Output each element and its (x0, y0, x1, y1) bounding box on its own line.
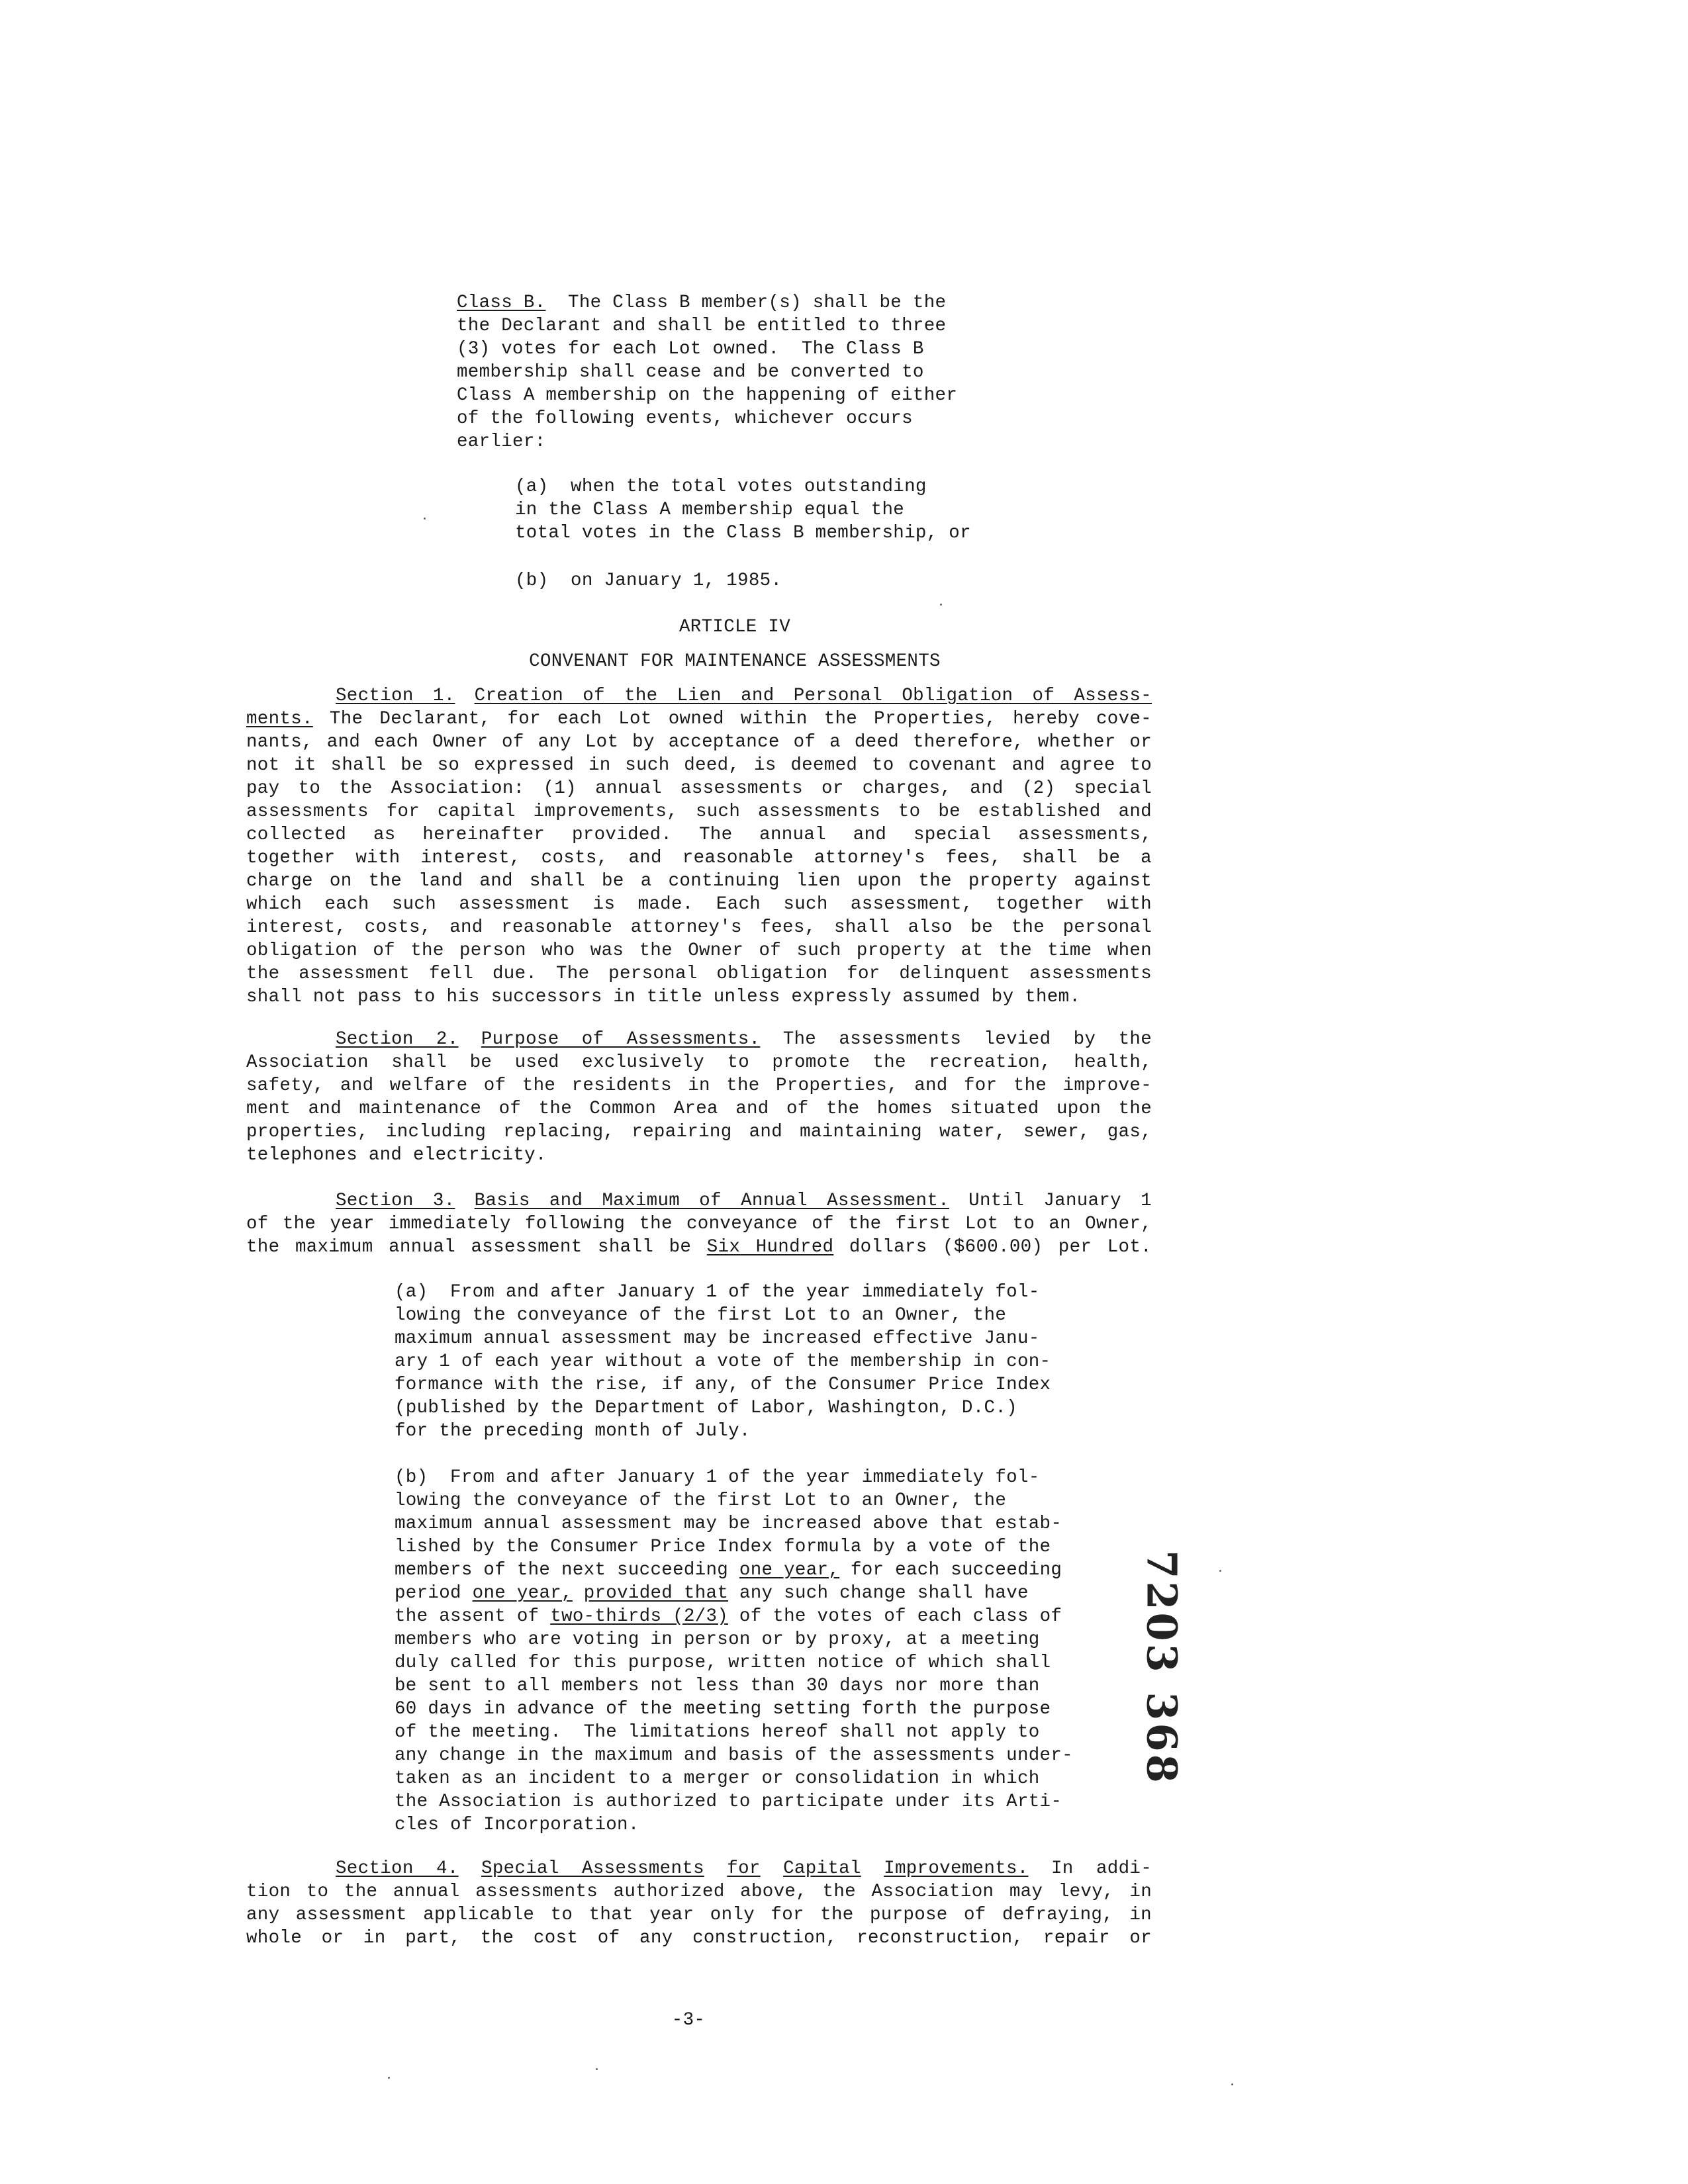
section-3-line-3-pre: the maximum annual assessment shall be (246, 1237, 692, 1257)
scan-speck (1219, 1570, 1221, 1572)
section-2-title: Purpose of Assessments. (481, 1029, 761, 1050)
section-1-line-13: shall not pass to his successors in title unless expressly assumed by them. (246, 987, 1081, 1007)
section-1-heading: Section 1. (336, 686, 455, 706)
section-2-line-5: properties, including replacing, repairing and maintaining water, sewer, gas, (246, 1122, 1152, 1142)
article-title: CONVENANT FOR MAINTENANCE ASSESSMENTS (529, 651, 941, 672)
section-1-line-3: not it shall be so expressed in such deed, is deemed to covenant and agree to (246, 755, 1152, 776)
section-1-line-5: assessments for capital improvements, such assessments to be established and (246, 801, 1152, 822)
section-3b-line-12: of the meeting. The limitations hereof shall not apply to (395, 1722, 1040, 1743)
class-b-paragraph (457, 291, 1000, 453)
section-3 (246, 1189, 1152, 1259)
section-3b-line-8: members who are voting in person or by proxy, at a meeting (395, 1629, 1040, 1650)
class-b-heading: Class B. (457, 293, 546, 313)
section-4-line-1: In addi- (1051, 1858, 1152, 1879)
section-3-heading: Section 3. (336, 1191, 455, 1211)
section-3-line-1: Until January 1 (968, 1191, 1152, 1211)
section-3b-line-14: taken as an incident to a merger or consolidation in which (395, 1768, 1040, 1789)
section-2-line-2: Association shall be used exclusively to promote the recreation, health, (246, 1052, 1152, 1073)
scan-speck (388, 2077, 390, 2079)
section-3b-line-9: duly called for this purpose, written notice of which shall (395, 1653, 1051, 1673)
class-b-line-3: (3) votes for each Lot owned. The Class B (457, 339, 924, 359)
section-3-b (395, 1466, 1103, 1837)
section-3-amount-words: Six Hundred (706, 1237, 834, 1257)
scan-speck (1231, 2083, 1233, 2085)
section-3-a (395, 1281, 1096, 1443)
section-4-title-3: Capital (783, 1858, 861, 1879)
section-2 (246, 1028, 1152, 1167)
section-3b-line-10: be sent to all members not less than 30 days nor more than (395, 1676, 1040, 1696)
section-1-line-1: The Declarant, for each Lot owned within the Properties, hereby cove- (329, 709, 1152, 729)
section-3b-line-4: lished by the Consumer Price Index formula by a vote of the (395, 1537, 1051, 1557)
section-3b-line-3: maximum annual assessment may be increased above that estab- (395, 1514, 1062, 1534)
section-4-line-2: tion to the annual assessments authorized above, the Association may levy, in (246, 1882, 1152, 1902)
section-2-line-6: telephones and electricity. (246, 1145, 547, 1165)
item-a-line-2: in the Class A membership equal the (515, 500, 905, 520)
section-3b-line-6-post: any such change shall have (739, 1583, 1029, 1604)
section-1-title: Creation of the Lien and Personal Obligation of Assess- (474, 686, 1152, 706)
section-1-line-11: obligation of the person who was the Owner of such property at the time when (246, 940, 1152, 961)
class-b-item-b (515, 569, 1018, 592)
class-b-line-5: Class A membership on the happening of either (457, 385, 958, 406)
section-1-line-12: the assessment fell due. The personal obligation for delinquent assessments (246, 964, 1152, 984)
page-number: -3- (671, 2010, 706, 2030)
section-1-line-9: which each such assessment is made. Each such assessment, together with (246, 894, 1152, 915)
section-3a-line-3: maximum annual assessment may be increased effective Janu- (395, 1328, 1040, 1349)
section-3a-line-2: lowing the conveyance of the first Lot to an Owner, the (395, 1305, 1007, 1326)
section-3a-line-5: formance with the rise, if any, of the Consumer Price Index (395, 1375, 1051, 1395)
section-3a-line-4: ary 1 of each year without a vote of the membership in con- (395, 1351, 1051, 1372)
section-4-title-2: for (727, 1858, 761, 1879)
section-2-line-3: safety, and welfare of the residents in the Properties, and for the improve- (246, 1075, 1152, 1096)
section-3b-line-7-pre: the assent of (395, 1606, 539, 1627)
item-a-line-1: (a) when the total votes outstanding (515, 477, 927, 497)
section-1-line-10: interest, costs, and reasonable attorney's fees, shall also be the personal (246, 917, 1152, 938)
class-b-line-2: the Declarant and shall be entitled to three (457, 316, 947, 336)
section-3a-line-7: for the preceding month of July. (395, 1421, 751, 1441)
item-b-line: (b) on January 1, 1985. (515, 570, 782, 591)
recording-stamp (1125, 1550, 1198, 1786)
class-b-line-4: membership shall cease and be converted to (457, 362, 924, 383)
section-1-line-2: nants, and each Owner of any Lot by acceptance of a deed therefore, whether or (246, 732, 1152, 752)
section-1-line-4: pay to the Association: (1) annual assessments or charges, and (2) special (246, 778, 1152, 799)
section-3b-line-11: 60 days in advance of the meeting setting forth the purpose (395, 1699, 1051, 1719)
section-2-heading: Section 2. (336, 1029, 459, 1050)
section-1-line-6: collected as hereinafter provided. The annual and special assessments, (246, 825, 1152, 845)
section-4-line-4: whole or in part, the cost of any construction, reconstruction, repair or (246, 1928, 1152, 1948)
section-3b-line-2: lowing the conveyance of the first Lot to an Owner, the (395, 1490, 1007, 1511)
section-2-line-1: The assessments levied by the (782, 1029, 1152, 1050)
section-4-title-4: Improvements. (884, 1858, 1029, 1879)
section-3b-one-year-2: one year, (472, 1583, 573, 1604)
item-a-line-3: total votes in the Class B membership, or (515, 523, 971, 543)
section-3b-line-6-pre: period (395, 1583, 461, 1604)
scan-speck (596, 2068, 598, 2070)
article-number: ARTICLE IV (679, 617, 791, 637)
section-3b-line-16: cles of Incorporation. (395, 1815, 639, 1835)
section-3b-line-5-post: for each succeeding (850, 1560, 1062, 1580)
section-3a-line-1: (a) From and after January 1 of the year immediately fol- (395, 1282, 1040, 1302)
class-b-line-1: The Class B member(s) shall be the (568, 293, 947, 313)
section-3b-one-year: one year, (739, 1560, 840, 1580)
section-4-heading: Section 4. (336, 1858, 459, 1879)
section-4-title-1: Special Assessments (481, 1858, 704, 1879)
section-3b-line-5-pre: members of the next succeeding (395, 1560, 729, 1580)
class-b-line-7: earlier: (457, 432, 546, 452)
scan-speck (424, 518, 426, 520)
section-4 (246, 1857, 1152, 1950)
class-b-line-6: of the following events, whichever occurs (457, 408, 913, 429)
section-3b-two-thirds: two-thirds (2/3) (550, 1606, 729, 1627)
section-1-title-cont: ments. (246, 709, 313, 729)
section-3b-line-15: the Association is authorized to participate under its Arti- (395, 1792, 1062, 1812)
section-1-line-7: together with interest, costs, and reasonable attorney's fees, shall be a (246, 848, 1152, 868)
section-3a-line-6: (published by the Department of Labor, Washington, D.C.) (395, 1398, 1017, 1418)
section-3-line-3-post: dollars ($600.00) per Lot. (849, 1237, 1152, 1257)
scan-speck (940, 604, 942, 606)
section-3b-line-13: any change in the maximum and basis of the assessments under- (395, 1745, 1073, 1766)
section-3b-line-1: (b) From and after January 1 of the year immediately fol- (395, 1467, 1040, 1488)
section-3-line-2: of the year immediately following the conveyance of the first Lot to an Owner, (246, 1214, 1152, 1234)
section-3b-provided-that: provided that (583, 1583, 729, 1604)
class-b-item-a (515, 475, 1018, 545)
section-1-line-8: charge on the land and shall be a continuing lien upon the property against (246, 871, 1152, 891)
section-2-line-4: ment and maintenance of the Common Area and of the homes situated upon the (246, 1099, 1152, 1119)
section-1 (246, 684, 1152, 1009)
section-4-line-3: any assessment applicable to that year only for the purpose of defraying, in (246, 1905, 1152, 1925)
section-3b-line-7-post: of the votes of each class of (739, 1606, 1062, 1627)
recording-stamp-text: 7203 368 (1137, 1550, 1186, 1786)
section-3-title: Basis and Maximum of Annual Assessment. (474, 1191, 949, 1211)
